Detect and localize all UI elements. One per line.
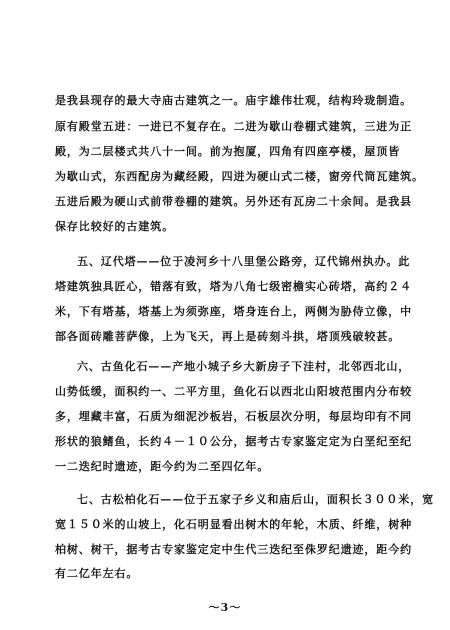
text-line: 多，埋藏丰富，石质为细泥沙板岩，石板层次分明，每层均印有不同 <box>55 410 412 423</box>
text-line: 米，下有塔基，塔基上为须弥座，塔身连台上，两侧为胁侍立像，中 <box>55 305 412 318</box>
text-line: 部各面砖雕菩萨像，上为飞天，再上是砖刻斗拱，塔顶残破较甚。 <box>55 330 401 343</box>
text-line: 形状的狼鳍鱼，长约４－１０公分，据考古专家鉴定定为白垩纪至纪 <box>55 435 412 448</box>
text-line: 有二亿年左右。 <box>55 567 139 580</box>
page-number: ～3～ <box>208 601 242 614</box>
text-line: 柏树、树干，据考古专家鉴定定中生代三迭纪至侏罗纪遗迹，距今约 <box>55 543 412 556</box>
text-line: 殿，为二层楼式共八十一间。前为抱厦，四角有四座亭楼，屋顶皆 <box>55 145 401 158</box>
paragraph-heading-line: 七、古松柏化石——位于五家子乡义和庙后山，面积长３００米，宽 <box>77 493 434 506</box>
paragraph-heading-line: 六、古鱼化石——产地小城子乡大新房子下洼村，北邻西北山， <box>77 360 411 373</box>
text-line: 五进后殿为硬山式前带卷棚的建筑。另外还有瓦房二十余间。是我县 <box>55 195 412 208</box>
text-line: 为歇山式，东西配房为藏经殿，四进为硬山式二楼，窗旁代筒瓦建筑。 <box>55 170 424 183</box>
text-line: 原有殿堂五进：一进已不复存在。二进为歇山卷棚式建筑，三进为正 <box>55 120 412 133</box>
text-line: 一二迭纪时遗迹，距今约为二至四亿年。 <box>55 460 270 473</box>
text-line: 保存比较好的古建筑。 <box>55 220 174 233</box>
paragraph-heading-line: 五、辽代塔——位于凌河乡十八里堡公路旁，辽代锦州执办。此 <box>77 255 411 268</box>
text-line: 宽１５０米的山坡上，化石明显看出树木的年轮，木质、纤维，树种 <box>55 518 412 531</box>
text-line: 是我县现存的最大寺庙古建筑之一。庙宇雄伟壮观，结构玲珑制造。 <box>55 94 412 107</box>
text-line: 塔建筑独具匠心，错落有致，塔为八角七级密檐实心砖塔，高约２４ <box>55 280 412 293</box>
text-line: 山势低缓，面积约一、二平方里，鱼化石以西北山阳坡范围内分布较 <box>55 385 412 398</box>
